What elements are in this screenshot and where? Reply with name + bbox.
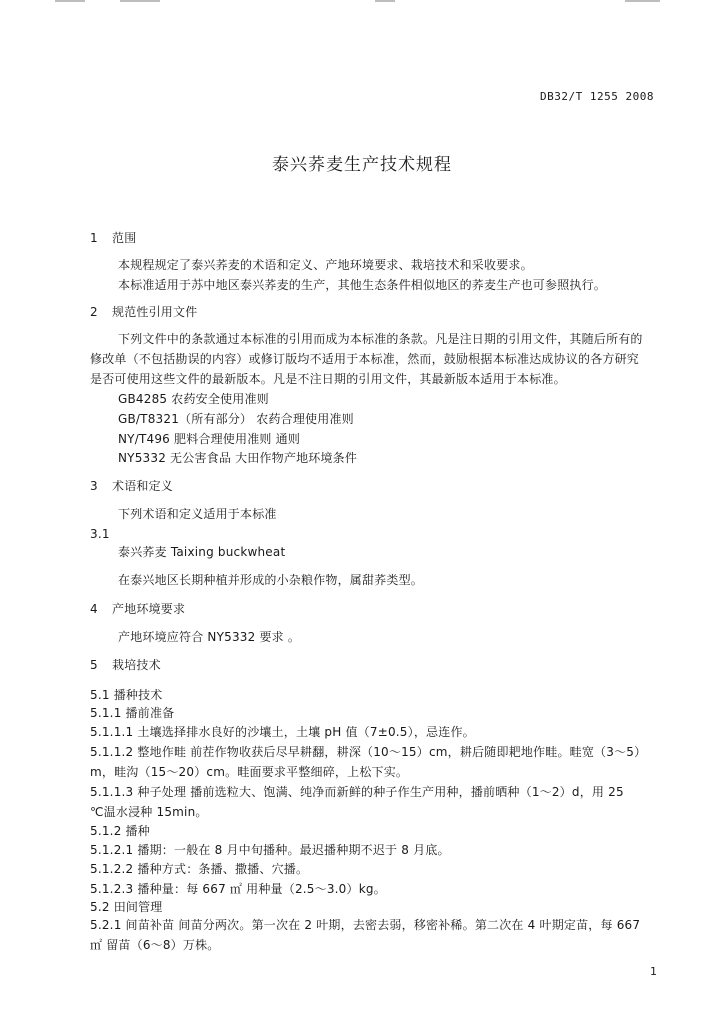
clause-number: 3.1 [90,527,110,541]
section-number: 5 [90,658,98,672]
section-heading-4 [90,602,185,616]
section-number: 3 [90,479,98,493]
page-number: 1 [650,965,657,978]
body-line: 5.1.2.2 播种方式：条播、撒播、穴播。 [90,862,309,876]
body-line: 本标准适用于苏中地区泰兴荞麦的生产，其他生态条件相似地区的荞麦生产也可参照执行。 [118,278,607,292]
document-title: 泰兴荞麦生产技术规程 [272,155,452,175]
subsection-heading: 5.1.1 播前准备 [90,706,175,720]
document-number: DB32/T 1255 2008 [540,90,654,103]
term-definition: 在泰兴地区长期种植并形成的小杂粮作物，属甜荞类型。 [118,573,424,587]
section-title: 规范性引用文件 [112,305,198,319]
body-line: 5.1.1.2 整地作畦 前茬作物收获后尽早耕翻，耕深（10～15）cm，耕后随即耙地作畦。畦宽（3～5） [90,745,647,759]
body-line: 5.1.1.1 土壤选择排水良好的沙壤土，土壤 pH 值（7±0.5），忌连作。 [90,725,475,739]
section-heading-2 [90,305,197,319]
reference-item: NY5332 无公害食品 大田作物产地环境条件 [118,451,358,465]
body-line: 下列术语和定义适用于本标准 [118,507,277,521]
body-line: 修改单（不包括勘误的内容）或修订版均不适用于本标准，然而，鼓励根据本标准达成协议的各方研究 [90,352,640,366]
section-heading-1 [90,231,136,245]
section-heading-5 [90,658,161,672]
section-number: 4 [90,602,98,616]
section-number: 2 [90,305,98,319]
reference-item: GB4285 农药安全使用准则 [118,392,269,406]
body-line: 产地环境应符合 NY5332 要求 。 [118,630,301,644]
reference-item: NY/T496 肥料合理使用准则 通则 [118,432,301,446]
section-title: 产地环境要求 [112,602,186,616]
subsection-heading: 5.2 田间管理 [90,900,163,914]
reference-item: GB/T8321（所有部分） 农药合理使用准则 [118,412,354,426]
body-line: 5.1.2.3 播种量：每 667 ㎡ 用种量（2.5～3.0）kg。 [90,882,386,896]
body-line: 5.1.2.1 播期：一般在 8 月中旬播种。最迟播种期不迟于 8 月底。 [90,843,450,857]
section-title: 术语和定义 [112,479,174,493]
subsection-heading: 5.1.2 播种 [90,824,150,838]
scan-edge-marks [0,0,724,4]
body-line: m，畦沟（15～20）cm。畦面要求平整细碎，上松下实。 [90,765,409,779]
section-heading-3 [90,479,173,493]
section-title: 栽培技术 [112,658,161,672]
body-line: ㎡ 留苗（6～8）万株。 [90,938,220,952]
section-number: 1 [90,231,98,245]
body-line: 5.1.1.3 种子处理 播前选粒大、饱满、纯净而新鲜的种子作生产用种，播前晒种（1～2）d，用 25 [90,785,624,799]
body-line: 是否可使用这些文件的最新版本。凡是不注日期的引用文件，其最新版本适用于本标准。 [90,372,566,386]
section-title: 范围 [112,231,137,245]
body-line: 5.2.1 间苗补苗 间苗分两次。第一次在 2 叶期，去密去弱，移密补稀。第二次在 4 叶期定苗，每 667 [90,918,641,932]
body-line: ℃温水浸种 15min。 [90,805,208,819]
body-line: 下列文件中的条款通过本标准的引用而成为本标准的条款。凡是注日期的引用文件，其随后所有的 [118,332,643,346]
term-entry: 泰兴荞麦 Taixing buckwheat [118,545,286,559]
body-line: 本规程规定了泰兴荞麦的术语和定义、产地环境要求、栽培技术和采收要求。 [118,258,533,272]
subsection-heading: 5.1 播种技术 [90,688,163,702]
